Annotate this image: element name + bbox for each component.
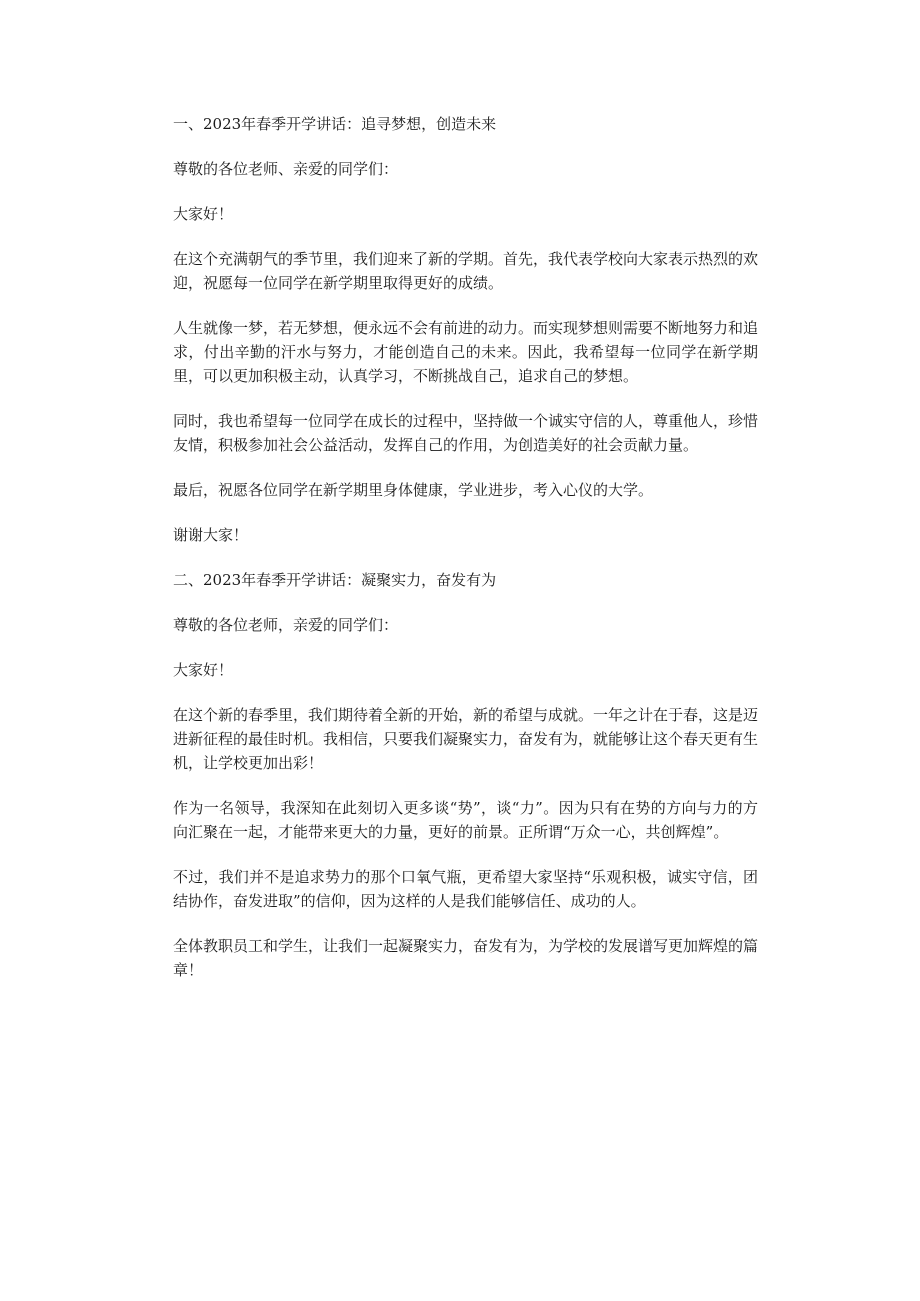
body-paragraph: 不过，我们并不是追求势力的那个口氧气瓶，更希望大家坚持“乐观积极，诚实守信，团结协作，奋发进取”的信仰，因为这样的人是我们能够信任、成功的人。	[173, 868, 758, 910]
body-paragraph: 同时，我也希望每一位同学在成长的过程中，坚持做一个诚实守信的人，尊重他人，珍惜友情，积极参加社会公益活动，发挥自己的作用，为创造美好的社会贡献力量。	[173, 412, 759, 454]
closing: 谢谢大家！	[173, 526, 249, 544]
section-heading-2: 二、2023年春季开学讲话：凝聚实力，奋发有为	[173, 571, 497, 589]
body-paragraph: 在这个充满朝气的季节里，我们迎来了新的学期。首先，我代表学校向大家表示热烈的欢迎，祝愿每一位同学在新学期里取得更好的成绩。	[173, 250, 759, 292]
body-paragraph: 作为一名领导，我深知在此刻切入更多谈“势”，谈“力”。因为只有在势的方向与力的方向汇聚在一起，才能带来更大的力量，更好的前景。正所谓“万众一心，共创辉煌”。	[173, 799, 758, 841]
document-body	[173, 112, 758, 1003]
section-heading-1: 一、2023年春季开学讲话：追寻梦想，创造未来	[173, 115, 497, 133]
salutation: 尊敬的各位老师、亲爱的同学们：	[173, 160, 399, 178]
greeting: 大家好！	[173, 661, 234, 679]
salutation: 尊敬的各位老师，亲爱的同学们：	[173, 616, 399, 634]
body-paragraph: 在这个新的春季里，我们期待着全新的开始，新的希望与成就。一年之计在于春，这是迈进新征程的最佳时机。我相信，只要我们凝聚实力，奋发有为，就能够让这个春天更有生机，让学校更加出彩！	[173, 706, 759, 772]
body-paragraph: 人生就像一梦，若无梦想，便永远不会有前进的动力。而实现梦想则需要不断地努力和追求，付出辛勤的汗水与努力，才能创造自己的未来。因此，我希望每一位同学在新学期里，可以更加积极主动，认真学习，不断挑战自己，追求自己的梦想。	[173, 319, 759, 385]
body-paragraph: 全体教职员工和学生，让我们一起凝聚实力，奋发有为，为学校的发展谱写更加辉煌的篇章！	[173, 937, 759, 979]
body-paragraph: 最后，祝愿各位同学在新学期里身体健康，学业进步，考入心仪的大学。	[173, 481, 654, 499]
greeting: 大家好！	[173, 205, 234, 223]
